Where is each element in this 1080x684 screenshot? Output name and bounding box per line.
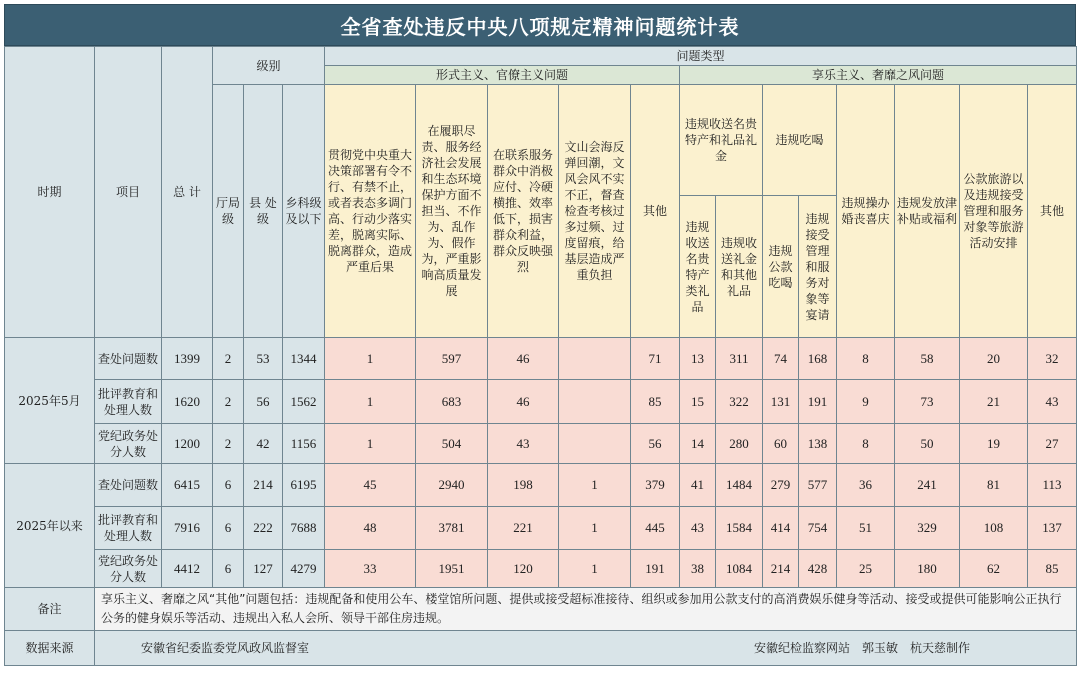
value-cell: 6415 (162, 464, 213, 507)
value-cell: 168 (799, 338, 837, 380)
row-label: 党纪政务处分人数 (95, 424, 162, 464)
value-cell: 62 (960, 550, 1028, 588)
value-cell: 58 (895, 338, 960, 380)
value-cell: 1156 (283, 424, 325, 464)
table-row (5, 464, 1077, 507)
value-cell: 1 (325, 380, 416, 424)
value-cell: 46 (488, 380, 559, 424)
header-gift-money: 违规收送礼金和其他礼品 (716, 196, 763, 338)
value-cell: 6 (213, 507, 244, 550)
value-cell: 85 (1028, 550, 1077, 588)
value-cell: 1399 (162, 338, 213, 380)
source-right: 安徽纪检监察网站 郭玉敏 杭天慈制作 (753, 641, 970, 655)
header-subsidies: 违规发放津补贴或福利 (895, 85, 960, 338)
value-cell: 1484 (716, 464, 763, 507)
value-cell: 6 (213, 550, 244, 588)
value-cell: 19 (960, 424, 1028, 464)
value-cell: 311 (716, 338, 763, 380)
value-cell: 754 (799, 507, 837, 550)
value-cell: 683 (416, 380, 488, 424)
value-cell: 38 (680, 550, 716, 588)
table-row (5, 380, 1077, 424)
value-cell: 7688 (283, 507, 325, 550)
table-row (5, 338, 1077, 380)
value-cell: 43 (1028, 380, 1077, 424)
value-cell: 27 (1028, 424, 1077, 464)
header-public-travel: 公款旅游以及违规接受管理和服务对象等旅游活动安排 (960, 85, 1028, 338)
value-cell: 180 (895, 550, 960, 588)
value-cell: 2 (213, 338, 244, 380)
value-cell: 56 (244, 380, 283, 424)
row-label: 批评教育和处理人数 (95, 507, 162, 550)
header-level-county: 县 处 级 (244, 85, 283, 338)
value-cell: 1 (325, 424, 416, 464)
value-cell: 74 (763, 338, 799, 380)
value-cell: 280 (716, 424, 763, 464)
value-cell: 191 (799, 380, 837, 424)
value-cell: 138 (799, 424, 837, 464)
value-cell: 32 (1028, 338, 1077, 380)
header-problem-type: 问题类型 (325, 47, 1077, 66)
header-formalism-col-1: 贯彻党中央重大决策部署有令不行、有禁不止，或者表态多调门高、行动少落实差，脱离实际、脱离群众，造成严重后果 (325, 85, 416, 338)
value-cell: 56 (631, 424, 680, 464)
value-cell: 43 (488, 424, 559, 464)
header-item: 项目 (95, 47, 162, 338)
header-dining-banquet: 违规接受管理和服务对象等宴请 (799, 196, 837, 338)
header-gift-group: 违规收送名贵特产和礼品礼金 (680, 85, 763, 196)
value-cell: 2 (213, 424, 244, 464)
row-label: 党纪政务处分人数 (95, 550, 162, 588)
value-cell: 1 (325, 338, 416, 380)
header-level: 级别 (213, 47, 325, 85)
value-cell: 1951 (416, 550, 488, 588)
header-gift-specialty: 违规收送名贵特产类礼品 (680, 196, 716, 338)
value-cell: 20 (960, 338, 1028, 380)
table-row (5, 550, 1077, 588)
value-cell: 414 (763, 507, 799, 550)
table-title: 全省查处违反中央八项规定精神问题统计表 (4, 4, 1076, 46)
value-cell: 81 (960, 464, 1028, 507)
value-cell: 445 (631, 507, 680, 550)
value-cell: 60 (763, 424, 799, 464)
value-cell: 8 (837, 338, 895, 380)
value-cell: 2 (213, 380, 244, 424)
header-weddings-funerals: 违规操办婚丧喜庆 (837, 85, 895, 338)
value-cell: 25 (837, 550, 895, 588)
value-cell: 2940 (416, 464, 488, 507)
value-cell: 4412 (162, 550, 213, 588)
header-formalism: 形式主义、官僚主义问题 (325, 66, 680, 85)
value-cell: 108 (960, 507, 1028, 550)
value-cell: 222 (244, 507, 283, 550)
header-level-bureau: 厅局级 (213, 85, 244, 338)
header-formalism-col-2: 在履职尽责、服务经济社会发展和生态环境保护方面不担当、不作为、乱作为、假作为，严重影响高质量发展 (416, 85, 488, 338)
value-cell: 428 (799, 550, 837, 588)
value-cell: 1084 (716, 550, 763, 588)
value-cell: 7916 (162, 507, 213, 550)
value-cell: 50 (895, 424, 960, 464)
table-row (5, 424, 1077, 464)
value-cell: 577 (799, 464, 837, 507)
value-cell: 214 (244, 464, 283, 507)
value-cell: 53 (244, 338, 283, 380)
value-cell: 137 (1028, 507, 1077, 550)
value-cell: 21 (960, 380, 1028, 424)
statistics-table-frame (4, 4, 1076, 680)
header-hedonism: 享乐主义、奢靡之风问题 (680, 66, 1077, 85)
value-cell: 8 (837, 424, 895, 464)
header-dining-public: 违规公款吃喝 (763, 196, 799, 338)
value-cell: 1200 (162, 424, 213, 464)
value-cell: 71 (631, 338, 680, 380)
value-cell: 127 (244, 550, 283, 588)
header-formalism-other: 其他 (631, 85, 680, 338)
value-cell (559, 380, 631, 424)
value-cell: 1584 (716, 507, 763, 550)
value-cell: 1 (559, 550, 631, 588)
value-cell: 214 (763, 550, 799, 588)
note-label: 备注 (5, 588, 95, 631)
value-cell: 45 (325, 464, 416, 507)
header-period: 时期 (5, 47, 95, 338)
value-cell: 322 (716, 380, 763, 424)
source-row (95, 631, 1077, 666)
value-cell: 279 (763, 464, 799, 507)
row-label: 批评教育和处理人数 (95, 380, 162, 424)
value-cell: 33 (325, 550, 416, 588)
value-cell: 6 (213, 464, 244, 507)
note-text: 享乐主义、奢靡之风“其他”问题包括：违规配备和使用公车、楼堂馆所问题、提供或接受超标准接待、组织或参加用公款支付的高消费娱乐健身等活动、接受或提供可能影响公正执行公务的健身娱乐等活动、违规出入私人会所、领导干部住房违规。 (95, 588, 1077, 631)
value-cell: 48 (325, 507, 416, 550)
value-cell: 198 (488, 464, 559, 507)
value-cell: 1620 (162, 380, 213, 424)
header-formalism-col-4: 文山会海反弹回潮，文风会风不实不正，督查检查考核过多过频、过度留痕，给基层造成严重负担 (559, 85, 631, 338)
value-cell: 15 (680, 380, 716, 424)
value-cell: 120 (488, 550, 559, 588)
source-left: 安徽省纪委监委党风政风监督室 (141, 641, 310, 655)
statistics-table (4, 46, 1077, 666)
value-cell: 379 (631, 464, 680, 507)
period-cell: 2025年5月 (5, 338, 95, 464)
value-cell: 6195 (283, 464, 325, 507)
value-cell: 131 (763, 380, 799, 424)
value-cell: 42 (244, 424, 283, 464)
value-cell: 3781 (416, 507, 488, 550)
value-cell: 73 (895, 380, 960, 424)
row-label: 查处问题数 (95, 464, 162, 507)
value-cell: 221 (488, 507, 559, 550)
value-cell: 43 (680, 507, 716, 550)
value-cell: 14 (680, 424, 716, 464)
value-cell: 504 (416, 424, 488, 464)
source-label: 数据来源 (5, 631, 95, 666)
value-cell: 597 (416, 338, 488, 380)
value-cell: 46 (488, 338, 559, 380)
header-formalism-col-3: 在联系服务群众中消极应付、冷硬横推、效率低下，损害群众利益，群众反映强烈 (488, 85, 559, 338)
header-total: 总 计 (162, 47, 213, 338)
value-cell: 9 (837, 380, 895, 424)
header-dining-group: 违规吃喝 (763, 85, 837, 196)
value-cell: 1344 (283, 338, 325, 380)
row-label: 查处问题数 (95, 338, 162, 380)
value-cell: 241 (895, 464, 960, 507)
value-cell: 85 (631, 380, 680, 424)
value-cell: 4279 (283, 550, 325, 588)
value-cell: 1562 (283, 380, 325, 424)
value-cell: 13 (680, 338, 716, 380)
value-cell (559, 424, 631, 464)
value-cell: 41 (680, 464, 716, 507)
value-cell: 191 (631, 550, 680, 588)
table-row (5, 507, 1077, 550)
value-cell: 329 (895, 507, 960, 550)
value-cell: 1 (559, 507, 631, 550)
value-cell: 113 (1028, 464, 1077, 507)
header-level-township: 乡科级及以下 (283, 85, 325, 338)
period-cell: 2025年以来 (5, 464, 95, 588)
value-cell (559, 338, 631, 380)
header-hedonism-other: 其他 (1028, 85, 1077, 338)
value-cell: 51 (837, 507, 895, 550)
value-cell: 36 (837, 464, 895, 507)
value-cell: 1 (559, 464, 631, 507)
